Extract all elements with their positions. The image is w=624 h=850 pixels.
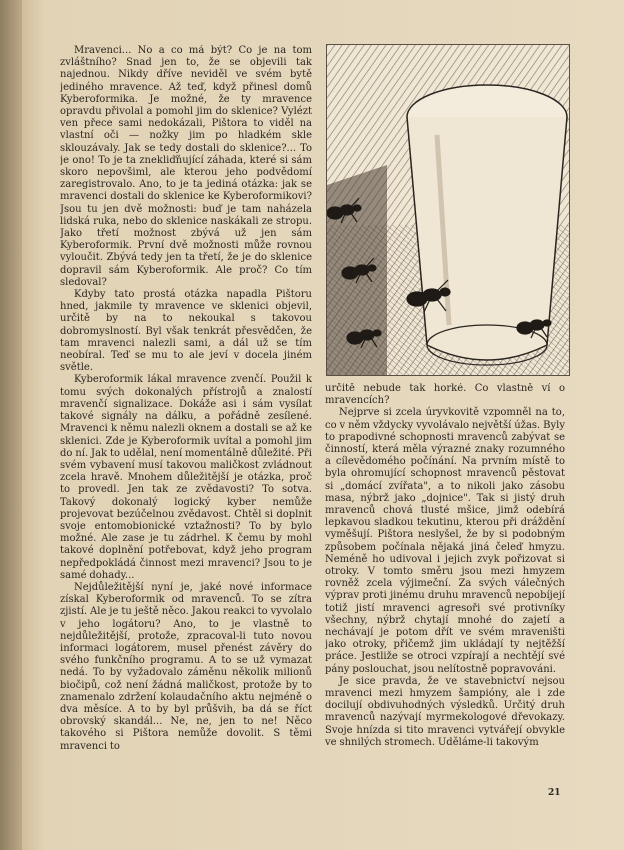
left-text-column bbox=[60, 45, 312, 820]
paragraph: Kdyby tato prostá otázka napadla Pištoru hned, jakmile ty mravence ve sklenici objevil, určitě by na to nekoukal s takovou dobromyslností. Byl však tenkrát přesvědčen, že tam mravenci nalezli sami, a dál už se tím neobíral. Teď se mu to ale jeví v docela jiném světle. bbox=[60, 289, 312, 374]
page-binding-shadow bbox=[0, 0, 22, 850]
paragraph: Nejdůležitější nyní je, jaké nové informace získal Kyberoformik od mravenců. To se zítra zjistí. Ale je tu ještě něco. Jakou reakci to vyvolalo v jeho logátoru? Ano, to je vlastně to nejdůležitější, protože, zpracoval-li tuto novou informaci logátorem, musel přenést závěry do svého funkčního programu. A to se už vymazat nedá. To by vyžadovalo záměnu několik milionů biočipů, což není žádná maličkost, protože by to znamenalo zdržení kolaudačního aktu nejméně o dva měsíce. A to by byl průšvih, ba dá se říct obrovský skandál... Ne, ne, jen to ne! Něco takového si Pištora nemůže dovolit. S těmi mravenci to bbox=[60, 581, 312, 752]
paragraph: Je sice pravda, že ve stavebnictví nejsou mravenci mezi hmyzem šampióny, ale i zde docilují obdivuhodných výsledků. Určitý druh mravenců nazývají myrmekologové dřevokazy. Svoje hnízda si tito mravenci vytvářejí obvykle ve shnilých stromech. Uděláme-li takovým bbox=[325, 675, 565, 748]
page-number: 21 bbox=[548, 788, 561, 798]
paragraph: určitě nebude tak horké. Co vlastně ví o mravencích? bbox=[325, 383, 565, 407]
paragraph: Nejprve si zcela úryvkovitě vzpomněl na to, co v něm vždycky vyvolávalo největší úžas. Byly to prapodivné schopnosti mravenců zabývat se činností, která měla výrazné znaky rozumného a cílevědomého počínání. Na prvním místě to byla ohromující schopnost mravenců pěstovat si „domácí zvířata", a to nikoli jako zásobu masa, nýbrž jako „dojnice". Tak si jistý druh mravenců chová tlusté mšice, jimž odebírá lepkavou sladkou tekutinu, kterou při dráždění vyměšují. Pištora neslyšel, že by si podobným způsobem počínala nějaká jiná čeleď hmyzu. Neméně ho udivoval i jejich zvyk pořizovat si otroky. V tomto směru jsou mezi hmyzem rovněž zcela výjimeční. Za svých válečných výprav proti jinému druhu mravenců nepobíjejí totiž jistí mravenci agresoři své protivníky všechny, nýbrž chytají mnohé do zajetí a nechávají je potom dřít ve svém mraveništi jako otroky, přičemž jim ukládají ty nejtěžší práce. Jestliže se otroci vzpírají a nechtějí své pány poslouchat, jsou nelítostně popravováni. bbox=[325, 407, 565, 675]
paragraph: Kyberoformik lákal mravence zvenčí. Použil k tomu svých dokonalých přístrojů a znalostí mravenčí signalizace. Dokáže asi i sám vysílat takové signály na dálku, a pořádně zesílené. Mravenci k němu nalezli oknem a dostali se až ke sklenici. Zde je Kyberoformik uvítal a pomohl jim do ní. Jak to udělal, není momentálně důležité. Při svém vybavení musí takovou maličkost zvládnout zcela hravě. Mnohem důležitější je otázka, proč to provedl. Jen tak ze zvědavosti? To sotva. Takový dokonalý logický kyber nemůže projevovat bezúčelnou zvědavost. Chtěl si doplnit svoje entomobionické vztažnosti? To by bylo možné. Ale zase je tu zádrhel. K čemu by mohl takové doplnění potřebovat, když jeho program nepředpokládá činnost mezi mravenci? Jsou to je samé dohady... bbox=[60, 374, 312, 581]
right-text-column bbox=[325, 383, 565, 778]
paragraph: Mravenci... No a co má být? Co je na tom zvláštního? Snad jen to, že se objevili tak najednou. Nikdy dříve neviděl ve svém bytě jediného mravence. Až teď, když přinesl domů Kyberoformika. Je možné, že ty mravence opravdu přivolal a pomohl jim do sklenice? Vylézt ven přece sami nedokázali, Pištora to viděl na vlastní oči — nožky jim po hladkém skle sklouzávaly. Jak se tedy dostali do sklenice?... To je ono! To je ta znekliďňující záhada, které si sám skoro nepovšiml, ale kterou jeho podvědomí zaregistrovalo. Ano, to je ta jediná otázka: jak se mravenci dostali do sklenice ke Kyberoformikovi? Jsou tu jen dvě možnosti: buď je tam naházela lidská ruka, nebo do sklenice naskákali ze stropu. Jako třetí možnost zbývá už jen sám Kyberoformik. První dvě možnosti může rovnou vyloučit. Zbývá tedy jen ta třetí, že je do sklenice dopravil sám Kyberoformik. Ale proč? Co tím sledoval? bbox=[60, 45, 312, 288]
ants-in-glass-illustration bbox=[326, 44, 570, 376]
